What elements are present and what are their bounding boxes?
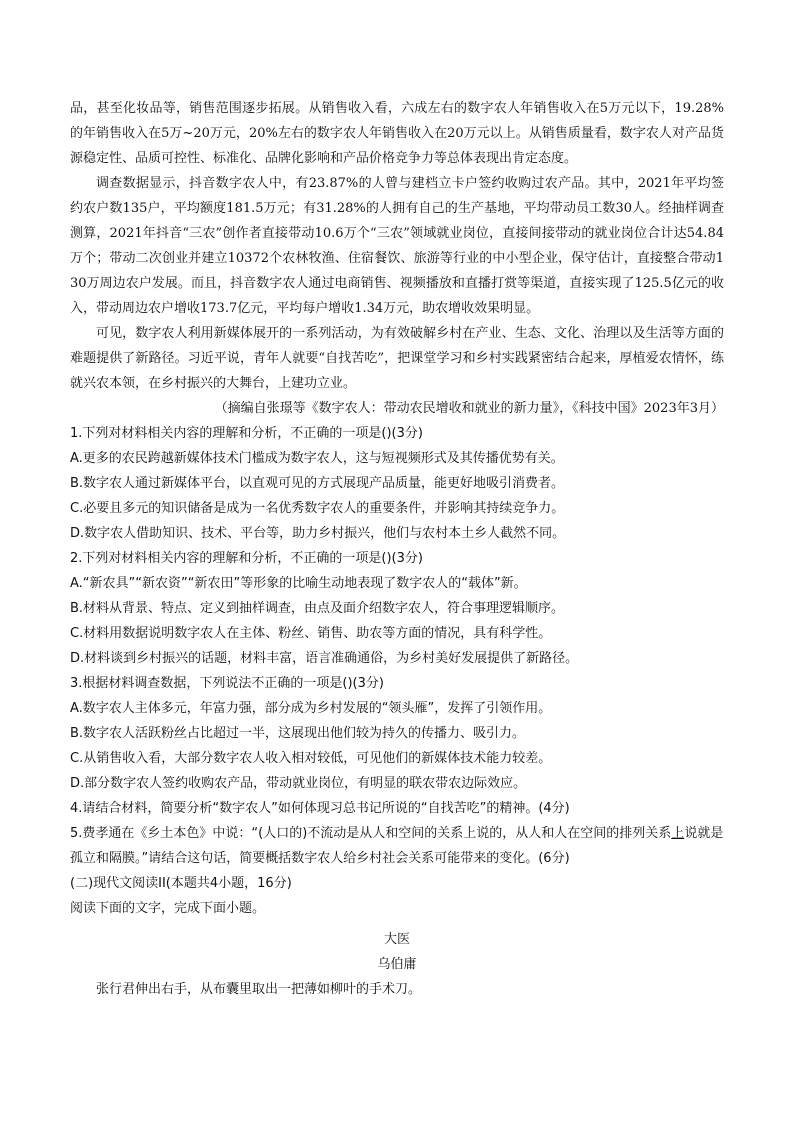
question-2-option-d: D.材料谈到乡村振兴的话题，材料丰富，语言准确通俗，为乡村美好发展提供了新路径。 — [70, 651, 579, 666]
question-1-option-d: D.数字农人借助知识、技术、平台等，助力乡村振兴，他们与农村本土乡人截然不同。 — [70, 526, 566, 541]
question-5-underlined-char: 上 — [671, 826, 685, 841]
question-4: 4.请结合材料，简要分析“数字农人”如何体现习总书记所说的“自找苦吃”的精神。(4分) — [70, 801, 570, 816]
question-1-option-c: C.必要且多元的知识储备是成为一名优秀数字农人的重要条件，并影响其持续竞争力。 — [70, 501, 565, 516]
question-1-option-a: A.更多的农民跨越新媒体技术门槛成为数字农人，这与短视频形式及其传播优势有关。 — [70, 451, 564, 466]
question-2: 2.下列对材料相关内容的理解和分析，不正确的一项是()(3分) — [70, 551, 423, 566]
question-3-option-d: D.部分数字农人签约收购农产品，带动就业岗位，有明显的联农带农边际效应。 — [70, 776, 527, 791]
question-1: 1.下列对材料相关内容的理解和分析，不正确的一项是()(3分) — [70, 426, 423, 441]
story-title: 大医 — [383, 932, 410, 947]
section-2-instruction: 阅读下面的文字，完成下面小题。 — [70, 901, 266, 916]
passage-paragraph-1: 品，甚至化妆品等，销售范围逐步拓展。从销售收入看，六成左右的数字农人年销售收入在5万元以下，19.28%的年销售收入在5万~20万元，20%左右的数字农人年销售收入在20万元以上。从销售质量看，数字农人对产品货源稳定性、品质可控性、标准化、品牌化影响和产品价格竞争力等总体表现出肯定态度。 — [70, 101, 724, 166]
question-5 — [70, 821, 724, 871]
question-2-option-a: A.“新农具”“新农资”“新农田”等形象的比喻生动地表现了数字农人的“载体”新。 — [70, 576, 527, 591]
question-5-text-end: 说就是孤立和隔膜。”请结合这句话，简要概括数字农人给乡村社会关系可能带来的变化。(6分) — [70, 826, 724, 866]
question-2-option-c: C.材料用数据说明数字农人在主体、粉丝、销售、助农等方面的情况，具有科学性。 — [70, 626, 552, 641]
question-3: 3.根据材料调查数据，下列说法不正确的一项是()(3分) — [70, 676, 384, 691]
passage-paragraph-3: 可见，数字农人利用新媒体展开的一系列活动，为有效破解乡村在产业、生态、文化、治理以及生活等方面的难题提供了新路径。习近平说，青年人就要“自找苦吃”，把课堂学习和乡村实践紧密结合起来，厚植爱农情怀，练就兴农本领，在乡村振兴的大舞台，上建功立业。 — [70, 326, 724, 391]
passage-paragraph-2: 调查数据显示，抖音数字农人中，有23.87%的人曾与建档立卡户签约收购过农产品。其中，2021年平均签约农户数135户，平均额度181.5万元；有31.28%的人拥有自己的生产基地，平均带动员工数30人。经抽样调查测算，2021年抖音“三农”创作者直接带动10.6万个“三农”领域就业岗位，直接间接带动的就业岗位合计达54.84万个；带动二次创业并建立10372个农林牧渔、住宿餐饮、旅游等行业的中小型企业，保守估计，直接整合带动130万周边农户发展。而且，抖音数字农人通过电商销售、视频播放和直播打赏等渠道，直接实现了125.5亿元的收入，带动周边农户增收173.7亿元，平均每户增收1.34万元，助农增收效果明显。 — [70, 176, 724, 316]
question-2-option-b: B.材料从背景、特点、定义到抽样调查，由点及面介绍数字农人，符合事理逻辑顺序。 — [70, 601, 565, 616]
story-author: 乌伯庸 — [377, 957, 417, 972]
section-2-heading: (二)现代文阅读II(本题共4小题，16分) — [70, 876, 292, 891]
question-1-option-b: B.数字农人通过新媒体平台，以直观可见的方式展现产品质量，能更好地吸引消费者。 — [70, 476, 565, 491]
question-3-option-c: C.从销售收入看，大部分数字农人收入相对较低，可见他们的新媒体技术能力较差。 — [70, 751, 552, 766]
question-5-text-start: 5.费孝通在《乡土本色》中说：“(人口的)不流动是从人和空间的关系上说的，从人和人在空间的排列关系 — [70, 826, 672, 841]
passage-source: （摘编自张璟等《数字农人：带动农民增收和就业的新力量》，《科技中国》2023年3月） — [214, 401, 724, 416]
story-paragraph-1: 张行君伸出右手，从布囊里取出一把薄如柳叶的手术刀。 — [96, 982, 422, 997]
question-3-option-a: A.数字农人主体多元，年富力强，部分成为乡村发展的“领头雁”，发挥了引领作用。 — [70, 701, 552, 716]
question-3-option-b: B.数字农人活跃粉丝占比超过一半，这展现出他们较为持久的传播力、吸引力。 — [70, 726, 526, 741]
